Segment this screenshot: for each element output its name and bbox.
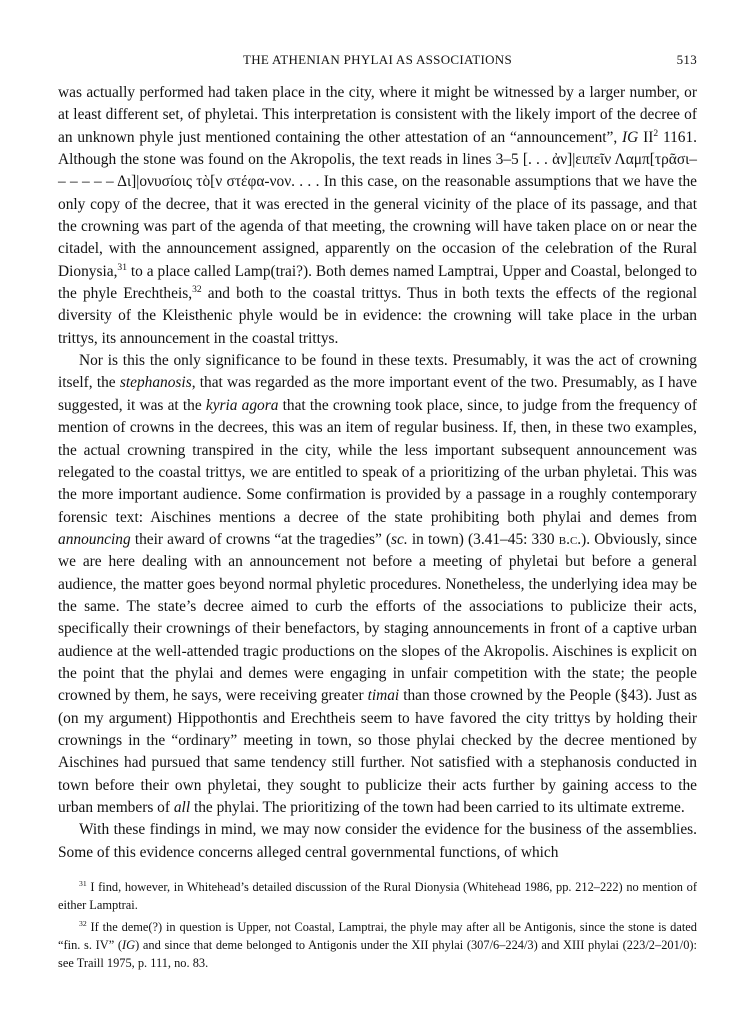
text-run: than those crowned by the People (§43). Just as (on my argument) Hippothontis and Erechtheis seem to have favored the city trittys by holding their crownings in the “ordinary” meeting in town, so those phylai checked by the decree mentioned by Aischines had pursued that same tendency still further. Not satisfied with a stephanosis conducted in town before their own phyletai, they sought to publicize their acts further by gaining access to the urban members of xyxy=(58,687,697,816)
text-run: II xyxy=(643,128,654,146)
paragraph-2 xyxy=(58,350,697,819)
text-run: in town) (3.41–45: 330 xyxy=(411,530,555,548)
running-title: THE ATHENIAN PHYLAI AS ASSOCIATIONS xyxy=(242,52,513,67)
footnote-number: 31 xyxy=(79,878,87,888)
italic-term: sc. xyxy=(391,530,408,548)
paragraph-1 xyxy=(58,82,697,350)
paragraph-3 xyxy=(58,819,697,864)
text-run: and both to the coastal trittys. Thus in both texts the effects of the regional diversity of the Kleisthenic phyle would be in evidence: the crowning will take place in the urban trittys, its announcement in the coastal trittys. xyxy=(58,285,697,347)
footnote-ref-31[interactable]: 31 xyxy=(117,261,127,273)
citation-ig: IG xyxy=(622,128,639,146)
footnote-text: I find, however, in Whitehead’s detailed discussion of the Rural Dionysia (Whitehead 1986, pp. 212–222) no mention of either Lamptrai. xyxy=(58,880,697,913)
italic-term: all xyxy=(173,799,191,816)
superscript: 2 xyxy=(653,127,659,139)
era-abbrev: b.c. xyxy=(558,530,582,548)
page-number: 513 xyxy=(676,52,697,67)
text-run: With these findings in mind, we may now consider the evidence for the business of the assemblies. Some of this evidence concerns alleged central governmental functions, of which xyxy=(58,821,697,861)
footnote-text: ) and since that deme belonged to Antigonis under the XII phylai (307/6–224/3) and XIII phylai (223/2–201/0): see Traill 1975, p. 111, no. 83. xyxy=(58,938,697,971)
text-run: ). Obviously, since we are here dealing with an announcement not before a meeting of phyletai but before a general audience, the matter goes beyond normal phyletic procedures. Nonetheless, the underlying idea may be the same. The state’s decree aimed to curb the efforts of the associations to publicize their acts, specifically their crownings of their benefactors, by staging announcements in front of a captive urban audience at the well-attended tragic productions on the slopes of the Akropolis. Aischines is explicit on the point that the phylai and demes were engaging in unfair competition with the state; the people crowned by them, he says, were receiving greater xyxy=(58,530,697,705)
text-run: that the crowning took place, since, to judge from the frequency of mention of crowns in the decrees, this was an item of regular business. If, then, in these two examples, the actual crowning transpired in the city, while the less important subsequent announcement was relegated to the coastal trittys, we are entitled to speak of a prioritizing of the urban phyletai. This was the more important audience. Some confirmation is provided by a passage in a roughly contemporary forensic text: Aischines mentions a decree of the state prohibiting both phylai and demes from xyxy=(58,396,697,526)
italic-term: kyria agora xyxy=(205,396,279,414)
text-run: their award of crowns “at the tragedies” ( xyxy=(134,530,392,548)
footnote-31 xyxy=(58,878,697,914)
footnote-number: 32 xyxy=(79,918,87,928)
text-run: to a place called Lamp(trai?). Both demes named Lamptrai, Upper and Coastal, belonged to the phyle Erechtheis, xyxy=(58,262,697,303)
running-header xyxy=(58,52,697,74)
text-run: , that was regarded as the more important event of the two. Presumably, as I have suggested, it was at the xyxy=(58,374,697,414)
italic-term: timai xyxy=(367,687,400,705)
footnote-32 xyxy=(58,918,697,972)
text-run: the phylai. The prioritizing of the town had been carried to its ultimate extreme. xyxy=(193,799,685,816)
footnote-text: If the deme(?) in question is Upper, not Coastal, Lamptrai, the phyle may after all be Antigonis, since the stone is dated “fin. s. IV” ( xyxy=(58,920,697,953)
main-text xyxy=(58,82,697,864)
citation-ig: IG xyxy=(122,938,136,953)
italic-term: announcing xyxy=(58,530,131,548)
text-run: 1161. Although the stone was found on the Akropolis, the text reads in lines 3–5 [. . . ἀν]|ειπεῖν Λαμπ[τρᾶσι– – – – – – Δι]|ονυσίοις τὸ[ν στέφα-νον. . . . In this case, on the reasonable assumptions that we have the only copy of the decree, that it was erected in the general vicinity of the place of its passage, and that the crowning was part of the agenda of that meeting, the crowning will have taken place on or near the citadel, with the announcement assigned, apparently on the occasion of the celebration of the Rural Dionysia, xyxy=(58,128,698,280)
footnote-ref-32[interactable]: 32 xyxy=(192,283,202,295)
text-run: was actually performed had taken place in the city, where it might be witnessed by a larger number, or at least different set, of phyletai. This interpretation is consistent with the likely import of the decree of an unknown phyle just mentioned containing the other attestation of an “announcement”, xyxy=(58,84,697,146)
text-run: Nor is this the only significance to be found in these texts. Presumably, it was the act of crowning itself, the xyxy=(58,352,697,392)
footnotes xyxy=(58,878,697,972)
page xyxy=(58,52,697,976)
italic-term: stephanosis xyxy=(119,374,192,392)
